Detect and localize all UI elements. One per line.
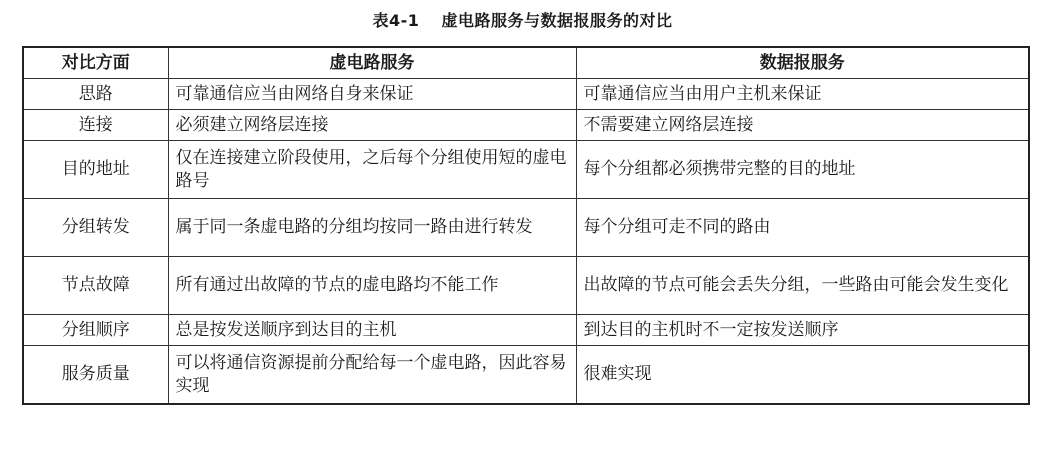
table-title: 虚电路服务与数据报服务的对比 (441, 11, 673, 30)
row-aspect: 分组顺序 (23, 315, 168, 346)
row-aspect: 目的地址 (23, 141, 168, 199)
datagram-cell: 出故障的节点可能会丢失分组，一些路由可能会发生变化 (576, 257, 1029, 315)
table-row (23, 346, 1029, 405)
virtual-circuit-cell: 可靠通信应当由网络自身来保证 (168, 79, 576, 110)
table-caption (0, 8, 1045, 31)
table-row (23, 110, 1029, 141)
virtual-circuit-cell: 仅在连接建立阶段使用，之后每个分组使用短的虚电路号 (168, 141, 576, 199)
row-aspect: 节点故障 (23, 257, 168, 315)
datagram-cell: 不需要建立网络层连接 (576, 110, 1029, 141)
header-aspect: 对比方面 (23, 47, 168, 79)
row-aspect: 连接 (23, 110, 168, 141)
header-row (23, 47, 1029, 79)
virtual-circuit-cell: 总是按发送顺序到达目的主机 (168, 315, 576, 346)
header-datagram: 数据报服务 (576, 47, 1029, 79)
row-aspect: 思路 (23, 79, 168, 110)
datagram-cell: 每个分组都必须携带完整的目的地址 (576, 141, 1029, 199)
datagram-cell: 可靠通信应当由用户主机来保证 (576, 79, 1029, 110)
table-row (23, 199, 1029, 257)
table-number: 表4-1 (372, 11, 420, 30)
virtual-circuit-cell: 所有通过出故障的节点的虚电路均不能工作 (168, 257, 576, 315)
virtual-circuit-cell: 可以将通信资源提前分配给每一个虚电路，因此容易实现 (168, 346, 576, 405)
table-row (23, 257, 1029, 315)
row-aspect: 服务质量 (23, 346, 168, 405)
row-aspect: 分组转发 (23, 199, 168, 257)
header-virtual-circuit: 虚电路服务 (168, 47, 576, 79)
datagram-cell: 很难实现 (576, 346, 1029, 405)
comparison-table (22, 46, 1030, 405)
table-row (23, 141, 1029, 199)
table-row (23, 315, 1029, 346)
virtual-circuit-cell: 必须建立网络层连接 (168, 110, 576, 141)
datagram-cell: 到达目的主机时不一定按发送顺序 (576, 315, 1029, 346)
table-row (23, 79, 1029, 110)
virtual-circuit-cell: 属于同一条虚电路的分组均按同一路由进行转发 (168, 199, 576, 257)
datagram-cell: 每个分组可走不同的路由 (576, 199, 1029, 257)
